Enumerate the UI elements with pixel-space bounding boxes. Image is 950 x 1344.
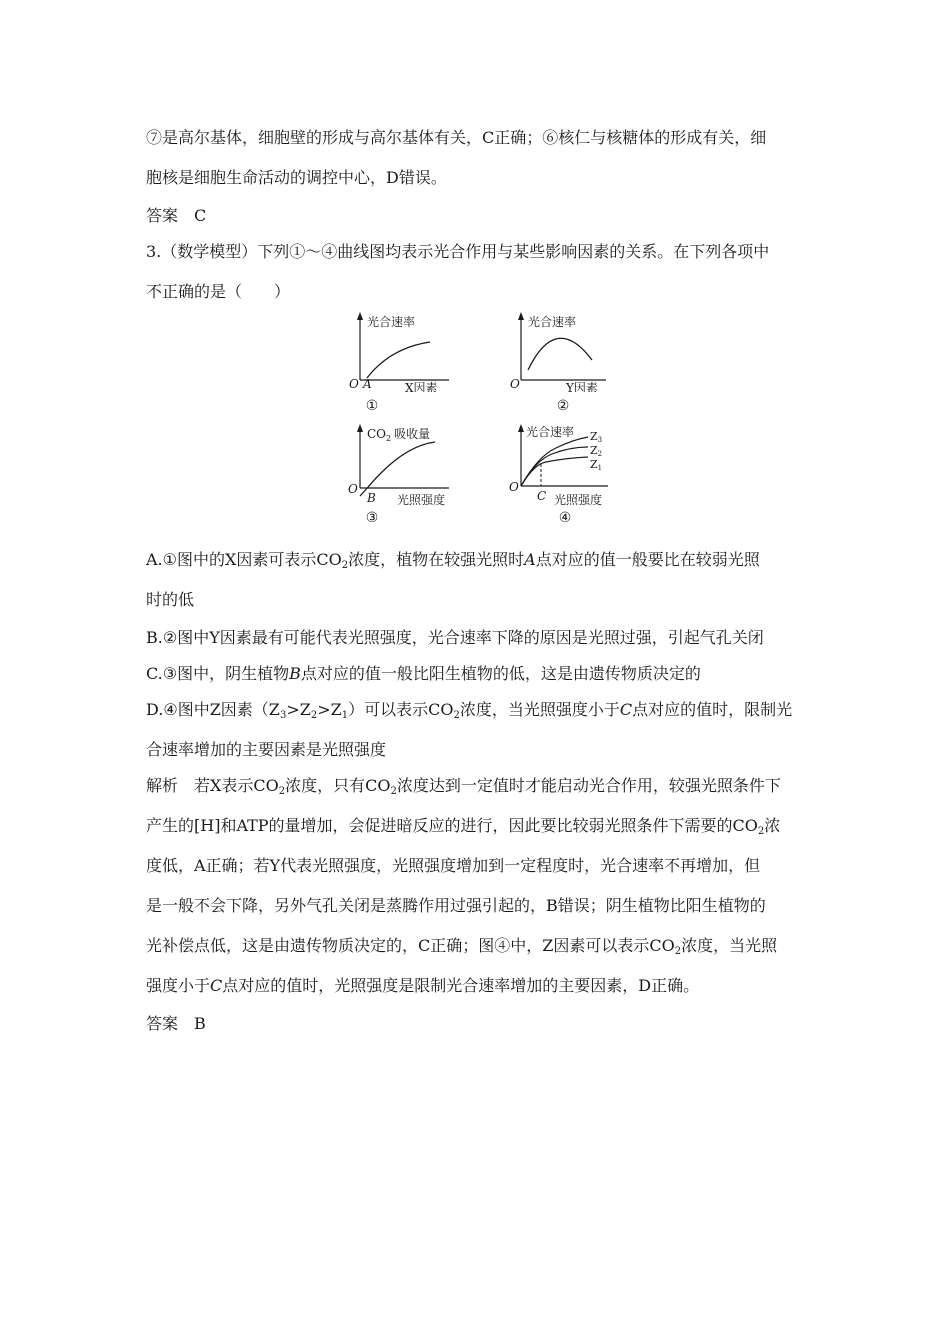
explanation-line-3 — [146, 856, 760, 876]
option-d-line-2 — [146, 740, 386, 760]
origin-label: O — [510, 377, 520, 391]
subscript: 2 — [390, 786, 397, 797]
y-arrow — [518, 312, 524, 320]
x-label: Y因素 — [566, 381, 598, 392]
z3-sub: 3 — [597, 436, 603, 444]
graph-1-svg — [345, 308, 465, 392]
text-span: 浓度达到一定值时才能启动光合作用，较强光照条件下 — [396, 776, 781, 795]
z3-letter: Z — [590, 430, 598, 443]
subscript: 2 — [757, 826, 765, 837]
text-span: 合速率增加的主要因素是光照强度 — [146, 740, 387, 759]
line-1 — [146, 128, 766, 148]
explanation-line-5 — [146, 936, 777, 956]
y-label: 光合速率 — [528, 315, 577, 329]
x-label: 光照强度 — [554, 493, 603, 507]
z1-letter: Z — [590, 458, 598, 471]
graph-3-caption: ③ — [365, 510, 379, 526]
subscript: 3 — [279, 710, 287, 721]
text-span: B.②图中Y因素最有可能代表光照强度，光合速率下降的原因是光照过强，引起气孔关闭 — [146, 628, 764, 647]
explanation-line-2 — [146, 816, 780, 836]
text-span: 胞核是细胞生命活动的调控中心，D错误。 — [146, 168, 447, 187]
graph-3 — [343, 420, 463, 512]
text-span: 3.（数学模型）下列①～④曲线图均表示光合作用与某些影响因素的关系。在下列各项中 — [146, 242, 770, 261]
y-label: 光合速率 — [367, 315, 416, 329]
curve-z2 — [521, 447, 588, 486]
option-a-line-1 — [146, 550, 760, 570]
text-span: >Z — [317, 700, 342, 719]
explanation-line-4 — [146, 896, 766, 916]
text-span: 浓度，当光照强度小于 — [459, 700, 620, 719]
curve-z1 — [521, 457, 588, 486]
option-b — [146, 628, 764, 648]
graph-4 — [506, 420, 618, 512]
point-C-label: C — [537, 489, 547, 503]
graph-2-svg — [506, 308, 618, 392]
line-2 — [146, 168, 447, 188]
y-arrow — [357, 312, 363, 320]
origin-label: O — [349, 377, 359, 391]
text-span: ）可以表示CO — [348, 700, 454, 719]
text-span: 不正确的是（ ） — [146, 282, 291, 301]
question-3-line-2 — [146, 282, 290, 302]
y-arrow — [518, 424, 524, 432]
text-span: ⑦是高尔基体，细胞壁的形成与高尔基体有关，C正确；⑥核仁与核糖体的形成有关，细 — [146, 128, 767, 147]
z2-sub: 2 — [597, 450, 603, 458]
y-label-sub: 2 — [386, 434, 392, 443]
x-label: X因素 — [405, 381, 438, 392]
graph-4-svg — [506, 420, 618, 508]
italic-point: B — [289, 664, 301, 683]
z1-sub: 1 — [597, 464, 603, 472]
point-A-label: A — [363, 377, 372, 391]
text-span: 产生的[H]和ATP的量增加，会促进暗反应的进行，因此要比较弱光照条件下需要的CO — [146, 816, 758, 835]
text-span: 强度小于 — [146, 976, 211, 995]
origin-label: O — [509, 480, 519, 494]
y-label: 光合速率 — [526, 425, 575, 439]
text-span: A.①图中的X因素可表示CO — [146, 550, 342, 569]
text-span: C.③图中，阴生植物 — [146, 664, 290, 683]
graph-2-caption: ② — [556, 398, 570, 414]
curve — [367, 342, 430, 378]
z3-label — [590, 430, 602, 444]
subscript: 2 — [278, 786, 286, 797]
text-span: 是一般不会下降，另外气孔关闭是蒸腾作用过强引起的，B错误；阴生植物比阳生植物的 — [146, 896, 766, 915]
text-span: 浓 — [764, 816, 781, 835]
italic-point: A — [524, 550, 536, 569]
text-span: 点对应的值时，光照强度是限制光合速率增加的主要因素，D正确。 — [222, 976, 700, 995]
graph-4-caption: ④ — [558, 510, 572, 526]
text-span: 浓度，只有CO — [285, 776, 391, 795]
subscript: 2 — [674, 946, 682, 957]
text-span: >Z — [286, 700, 311, 719]
curve-z3 — [521, 437, 588, 486]
option-c — [146, 664, 701, 684]
text-span: 点对应的值一般要比在较弱光照 — [535, 550, 760, 569]
point-B-label: B — [367, 491, 376, 505]
question-3-line-1 — [146, 242, 769, 262]
text-span: 答案 B — [146, 1014, 206, 1033]
curve — [528, 338, 592, 370]
x-label: 光照强度 — [397, 493, 446, 507]
graph-3-svg — [343, 420, 463, 508]
y-label-co: CO — [367, 427, 387, 441]
subscript: 2 — [310, 710, 318, 721]
z2-label — [590, 444, 602, 458]
text-span: 答案 C — [146, 206, 207, 225]
option-a-line-2 — [146, 590, 194, 610]
text-span: 浓度，植物在较强光照时 — [348, 550, 525, 569]
text-span: D.④图中Z因素（Z — [146, 700, 280, 719]
graph-1-caption: ① — [365, 398, 379, 414]
origin-label: O — [348, 482, 358, 496]
explanation-line-1 — [146, 776, 781, 796]
explanation-line-6 — [146, 976, 699, 996]
answer-2 — [146, 1014, 206, 1034]
subscript: 2 — [341, 560, 349, 571]
graph-1 — [345, 308, 465, 396]
text-span: 点对应的值一般比阳生植物的低，这是由遗传物质决定的 — [300, 664, 701, 683]
answer-1 — [146, 206, 206, 226]
z2-letter: Z — [590, 444, 598, 457]
graph-2 — [506, 308, 618, 396]
text-span: 解析 若X表示CO — [146, 776, 279, 795]
subscript: 1 — [341, 710, 349, 721]
text-span: 点对应的值时，限制光 — [632, 700, 793, 719]
italic-point: C — [619, 700, 633, 719]
text-span: 度低，A正确；若Y代表光照强度，光照强度增加到一定程度时，光合速率不再增加，但 — [146, 856, 761, 875]
text-span: 时的低 — [146, 590, 195, 609]
subscript: 2 — [453, 710, 460, 721]
text-span: 光补偿点低，这是由遗传物质决定的，C正确；图④中，Z因素可以表示CO — [146, 936, 675, 955]
text-span: 浓度，当光照 — [681, 936, 778, 955]
y-label — [367, 426, 430, 443]
italic-point: C — [210, 976, 223, 995]
y-arrow — [357, 424, 363, 432]
z1-label — [590, 458, 602, 472]
option-d-line-1 — [146, 700, 792, 720]
y-label-rest: 吸收量 — [394, 427, 431, 441]
